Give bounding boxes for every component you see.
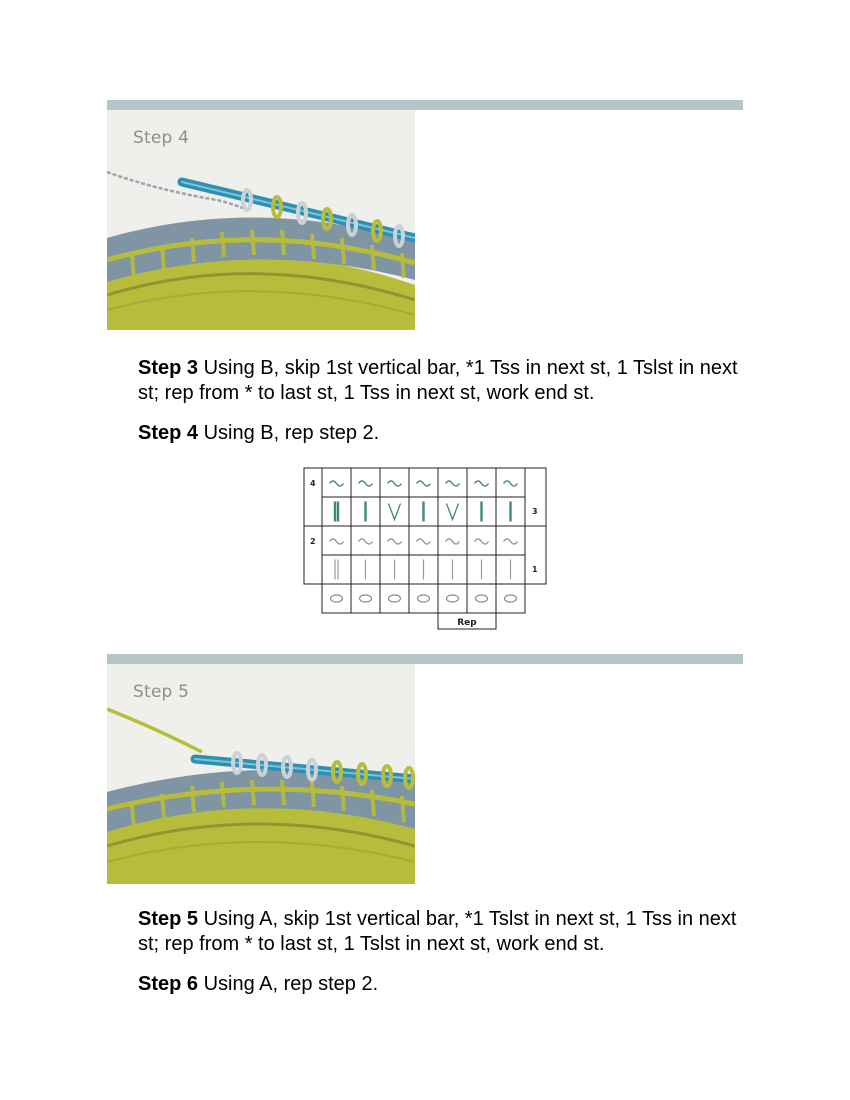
chart-symbol-chain [418, 595, 430, 602]
step-6-paragraph [138, 972, 738, 997]
chart-symbol-end-stitch [335, 502, 338, 522]
section-divider-top [107, 100, 743, 110]
step-label: Step 4 [138, 422, 199, 444]
chart-symbol-return [504, 481, 518, 486]
step-4-photo [107, 110, 415, 330]
repeat-label: Rep [457, 618, 477, 628]
chart-symbol-return [446, 481, 460, 486]
chart-symbol-chain [447, 595, 459, 602]
chart-symbol-end-stitch [335, 560, 338, 580]
chart-symbol-return [475, 539, 489, 544]
step-label: Step 5 [138, 908, 199, 930]
step-text: Using B, skip 1st vertical bar, *1 Tss in next st, 1 Tslst in next st; rep from * to last st, 1 Tss in next st, work end st. [138, 357, 738, 404]
chart-symbol-return [388, 539, 402, 544]
photo-caption: Step 5 [133, 682, 190, 702]
photo-caption: Step 4 [133, 128, 190, 148]
row-label-3: 3 [532, 507, 538, 516]
step-4-paragraph [138, 421, 738, 446]
chart-symbol-return [359, 539, 373, 544]
step-3-paragraph [138, 356, 738, 406]
chart-symbol-chain [505, 595, 517, 602]
chart-symbol-return [446, 539, 460, 544]
chart-symbol-return [475, 481, 489, 486]
chart-symbol-chain [360, 595, 372, 602]
chart-symbol-return [417, 539, 431, 544]
row-label-2: 2 [310, 537, 316, 546]
chart-symbol-chain [389, 595, 401, 602]
chart-symbol-return [504, 539, 518, 544]
step-5-paragraph [138, 907, 738, 957]
row-label-4: 4 [310, 479, 316, 488]
chart-symbol-return [330, 481, 344, 486]
step-text: Using B, rep step 2. [198, 422, 380, 444]
section-divider-bottom [107, 654, 743, 664]
row-label-1: 1 [532, 565, 538, 574]
chart-symbol-return [330, 539, 344, 544]
chart-symbol-slip-stitch [447, 504, 459, 520]
chart-symbol-chain [331, 595, 343, 602]
step-5-photo [107, 664, 415, 884]
chart-symbol-slip-stitch [389, 504, 401, 520]
chart-symbol-return [417, 481, 431, 486]
chart-symbol-chain [476, 595, 488, 602]
chart-symbol-return [359, 481, 373, 486]
chart-symbol-return [388, 481, 402, 486]
step-label: Step 3 [138, 357, 199, 379]
step-text: Using A, rep step 2. [198, 973, 379, 995]
step-label: Step 6 [138, 973, 199, 995]
stitch-chart [300, 465, 560, 640]
step-text: Using A, skip 1st vertical bar, *1 Tslst in next st, 1 Tss in next st; rep from * to last st, 1 Tslst in next st, work end st. [138, 908, 737, 955]
stitch-chart-grid [300, 465, 560, 635]
